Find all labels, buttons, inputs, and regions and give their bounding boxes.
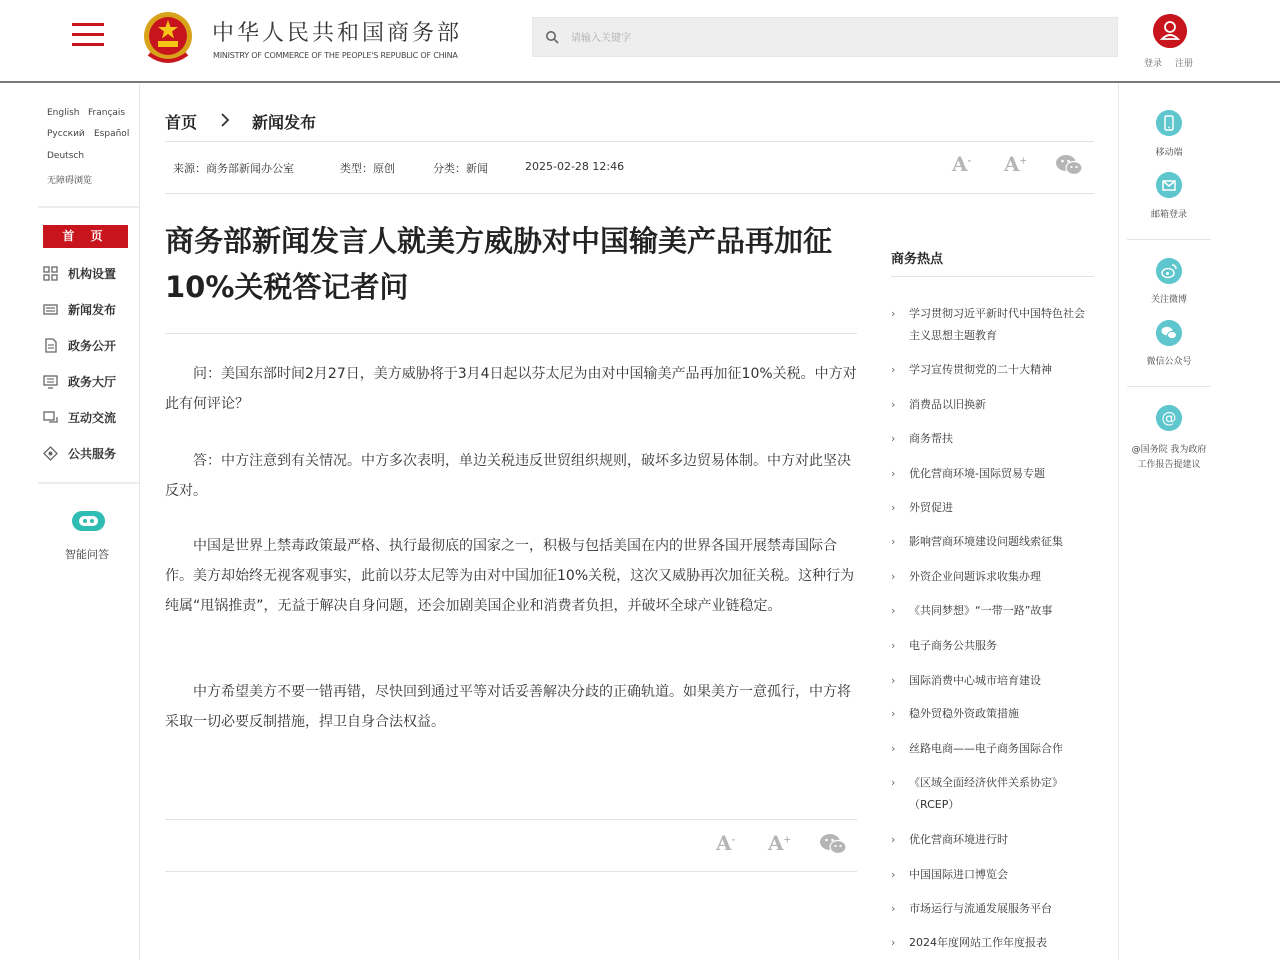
hot-item[interactable] xyxy=(891,898,1091,920)
weibo-label[interactable]: 关注微博 xyxy=(1150,295,1187,305)
login-link[interactable]: 登录 xyxy=(1144,59,1163,69)
grid-icon xyxy=(43,266,58,281)
right-divider xyxy=(1118,84,1119,960)
wechat-share-icon[interactable] xyxy=(819,832,847,856)
hot-item-label: 影响营商环境建设问题线索征集 xyxy=(909,535,1063,548)
chevron-right-icon: › xyxy=(891,868,896,881)
hot-item[interactable] xyxy=(891,864,1091,886)
title-divider xyxy=(165,333,857,334)
chevron-right-icon: › xyxy=(891,432,896,445)
hot-item[interactable] xyxy=(891,531,1091,553)
suggestion-label-line1[interactable]: @国务院 我为政府 xyxy=(1131,445,1207,455)
nav-interaction[interactable] xyxy=(43,407,138,429)
meta-category: 分类：新闻 xyxy=(433,162,488,175)
search-box xyxy=(532,17,1118,57)
meta-divider xyxy=(165,193,1094,194)
document-icon xyxy=(43,338,58,353)
hot-item-label: 丝路电商——电子商务国际合作 xyxy=(909,742,1063,755)
hot-item-label: 外贸促进 xyxy=(909,501,953,514)
nav-label: 政务公开 xyxy=(68,339,117,353)
lang-spanish[interactable]: Español xyxy=(94,129,130,139)
newspaper-icon xyxy=(43,302,58,317)
robot-icon[interactable] xyxy=(70,508,107,534)
chevron-right-icon: › xyxy=(891,535,896,548)
wechat-label[interactable]: 微信公众号 xyxy=(1146,357,1192,367)
user-icon[interactable] xyxy=(1153,14,1187,48)
left-divider-line xyxy=(38,206,139,208)
lang-german[interactable]: Deutsch xyxy=(47,151,85,161)
at-sign-icon[interactable] xyxy=(1156,405,1182,431)
hot-item[interactable] xyxy=(891,670,1091,692)
article-paragraph: 问：美国东部时间2月27日，美方威胁将于3月4日起以芬太尼为由对中国输美产品再加征10%关税。中方对此有何评论？ xyxy=(165,366,857,412)
nav-public-service[interactable] xyxy=(43,443,138,465)
nav-news[interactable] xyxy=(43,299,138,321)
article-paragraph: 中方希望美方不要一错再错，尽快回到通过平等对话妥善解决分歧的正确轨道。如果美方一意孤行，中方将采取一切必要反制措施，捍卫自身合法权益。 xyxy=(165,684,851,730)
hot-item[interactable] xyxy=(891,359,1091,381)
chevron-right-icon: › xyxy=(891,936,896,949)
nav-gov-info[interactable] xyxy=(43,335,138,357)
chevron-right-icon: › xyxy=(891,398,896,411)
hot-item[interactable] xyxy=(891,703,1091,725)
meta-type: 类型：原创 xyxy=(340,162,395,175)
wechat-share-icon[interactable] xyxy=(1055,153,1083,177)
site-title: 中华人民共和国商务部 xyxy=(212,21,463,46)
chevron-right-icon: › xyxy=(891,363,896,376)
hot-item-label: 消费品以旧换新 xyxy=(909,398,986,411)
chat-icon xyxy=(43,410,58,425)
hot-item-label: 电子商务公共服务 xyxy=(909,639,997,652)
left-divider xyxy=(139,84,140,960)
chevron-right-icon xyxy=(219,110,231,130)
wechat-icon[interactable] xyxy=(1156,320,1182,346)
left-divider-line xyxy=(38,482,139,484)
chevron-right-icon: › xyxy=(891,639,896,652)
breadcrumb-divider xyxy=(165,141,1094,142)
article-paragraph: 答：中方注意到有关情况。中方多次表明，单边关税违反世贸组织规则，破坏多边贸易体制。中方对此坚决反对。 xyxy=(165,453,851,499)
hot-item[interactable] xyxy=(891,566,1091,588)
nav-org-structure[interactable] xyxy=(43,263,138,285)
hot-item-label: 优化营商环境进行时 xyxy=(909,833,1008,846)
font-increase-button-bottom[interactable]: A+ xyxy=(768,831,792,855)
lang-russian[interactable]: Русский xyxy=(47,129,85,139)
email-icon[interactable] xyxy=(1156,172,1182,198)
nav-label: 机构设置 xyxy=(68,267,117,281)
hot-item[interactable] xyxy=(891,738,1091,760)
chevron-right-icon: › xyxy=(891,467,896,480)
breadcrumb-current[interactable]: 新闻发布 xyxy=(252,113,317,132)
hot-item[interactable] xyxy=(891,394,1091,416)
accessibility-link[interactable]: 无障碍浏览 xyxy=(47,176,93,186)
lang-english[interactable]: English xyxy=(47,108,80,118)
right-divider-line xyxy=(1127,239,1211,240)
nav-label: 新闻发布 xyxy=(68,303,117,317)
chevron-right-icon: › xyxy=(891,833,896,846)
chevron-right-icon: › xyxy=(891,307,896,320)
hot-item-label: 市场运行与流通发展服务平台 xyxy=(909,902,1052,915)
mobile-label[interactable]: 移动端 xyxy=(1155,148,1183,158)
hot-item-label: 2024年度网站工作年度报表 xyxy=(909,936,1047,949)
breadcrumb-home[interactable]: 首页 xyxy=(165,113,198,132)
weibo-icon[interactable] xyxy=(1156,258,1182,284)
hot-item-label: 学习贯彻习近平新时代中国特色社会主义思想主题教育 xyxy=(909,307,1085,342)
hot-item-label: 商务帮扶 xyxy=(909,432,953,445)
hot-item[interactable] xyxy=(891,829,1091,851)
hot-topics-title: 商务热点 xyxy=(891,252,944,267)
search-icon[interactable] xyxy=(545,30,559,44)
hot-item[interactable] xyxy=(891,497,1091,519)
chevron-right-icon: › xyxy=(891,570,896,583)
hot-item[interactable] xyxy=(891,303,1091,347)
article-bottom-divider xyxy=(165,871,857,872)
suggestion-label-line2[interactable]: 工作报告提建议 xyxy=(1137,460,1201,470)
hot-item[interactable] xyxy=(891,932,1091,954)
hot-item[interactable] xyxy=(891,428,1091,450)
chevron-right-icon: › xyxy=(891,902,896,915)
site-header xyxy=(0,0,1280,83)
hot-item[interactable] xyxy=(891,635,1091,657)
hot-item-label: 稳外贸稳外资政策措施 xyxy=(909,707,1019,720)
svg-text:@: @ xyxy=(1161,409,1177,427)
site-subtitle: MINISTRY OF COMMERCE OF THE PEOPLE'S REPUBLIC OF CHINA xyxy=(213,51,458,60)
search-input[interactable] xyxy=(569,23,1103,53)
meta-datetime: 2025-02-28 12:46 xyxy=(525,160,625,173)
hot-item-label: 学习宣传贯彻党的二十大精神 xyxy=(909,363,1052,376)
article-title: 商务部新闻发言人就美方威胁对中国输美产品再加征10%关税答记者问 xyxy=(165,224,833,304)
chevron-right-icon: › xyxy=(891,742,896,755)
hot-item[interactable] xyxy=(891,463,1091,485)
nav-gov-hall[interactable] xyxy=(43,371,138,393)
hot-item-label: 外资企业问题诉求收集办理 xyxy=(909,570,1041,583)
hot-item-label: 国际消费中心城市培育建设 xyxy=(909,674,1041,687)
nav-label: 互动交流 xyxy=(68,411,117,425)
monitor-icon xyxy=(43,374,58,389)
hot-topics-divider xyxy=(891,276,1094,277)
hot-item[interactable] xyxy=(891,600,1091,622)
meta-source: 来源：商务部新闻办公室 xyxy=(173,162,294,175)
chevron-right-icon: › xyxy=(891,707,896,720)
nav-label: 政务大厅 xyxy=(68,375,117,389)
font-decrease-button-bottom[interactable]: A- xyxy=(716,831,736,855)
chevron-right-icon: › xyxy=(891,674,896,687)
font-decrease-button[interactable]: A- xyxy=(952,152,972,176)
right-divider-line xyxy=(1127,386,1211,387)
hot-item-label: 《区域全面经济伙伴关系协定》（RCEP） xyxy=(909,776,1063,811)
service-icon xyxy=(43,446,58,461)
hot-item-label: 优化营商环境-国际贸易专题 xyxy=(909,467,1045,480)
hot-item[interactable] xyxy=(891,772,1091,816)
hot-item-label: 中国国际进口博览会 xyxy=(909,868,1008,881)
national-emblem-icon xyxy=(141,10,195,66)
chevron-right-icon: › xyxy=(891,776,896,789)
chevron-right-icon: › xyxy=(891,501,896,514)
article-bottom-divider xyxy=(165,819,857,820)
register-link[interactable]: 注册 xyxy=(1175,59,1194,69)
mobile-icon[interactable] xyxy=(1156,110,1182,136)
hot-item-label: 《共同梦想》“一带一路”故事 xyxy=(909,604,1053,617)
chevron-right-icon: › xyxy=(891,604,896,617)
article-paragraph: 中国是世界上禁毒政策最严格、执行最彻底的国家之一，积极与包括美国在内的世界各国开展禁毒国际合作。美方却始终无视客观事实，此前以芬太尼等为由对中国加征10%关税，这次又威胁再次加征关税。这种行为纯属“甩锅推责”，无益于解决自身问题，还会加剧美国企业和消费者负担，并破坏全球产业链稳定。 xyxy=(165,538,855,614)
menu-icon[interactable] xyxy=(72,23,104,51)
nav-label: 公共服务 xyxy=(68,447,117,461)
assistant-label[interactable]: 智能问答 xyxy=(65,548,109,561)
nav-home[interactable]: 首 页 xyxy=(43,225,128,248)
font-increase-button[interactable]: A+ xyxy=(1004,152,1028,176)
email-label[interactable]: 邮箱登录 xyxy=(1150,210,1187,220)
lang-french[interactable]: Français xyxy=(88,108,126,118)
